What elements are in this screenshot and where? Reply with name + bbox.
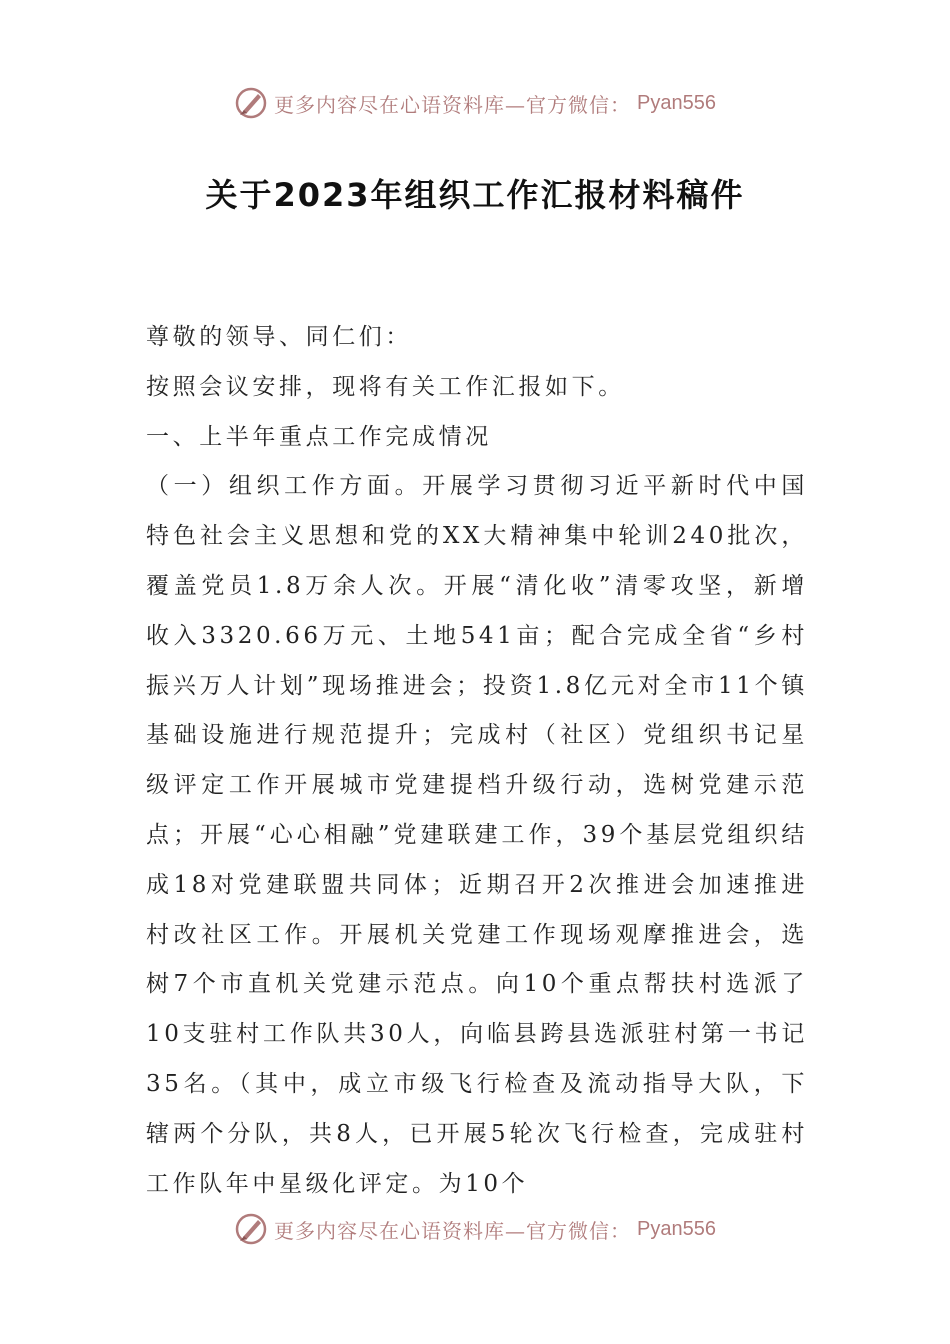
- document-body: [146, 313, 808, 1209]
- watermark-code: Pyan556: [637, 91, 716, 114]
- watermark-text: 更多内容尽在心语资料库—官方微信：: [274, 92, 632, 117]
- watermark-header: [0, 86, 950, 120]
- pen-circle-icon: [234, 86, 268, 120]
- intro-paragraph: 按照会议安排，现将有关工作汇报如下。: [146, 373, 625, 400]
- watermark-text: 更多内容尽在心语资料库—官方微信：: [274, 1218, 632, 1243]
- watermark-footer: [0, 1212, 950, 1246]
- salutation: 尊敬的领导、同仁们：: [146, 324, 412, 350]
- body-paragraph: （一）组织工作方面。开展学习贯彻习近平新时代中国特色社会主义思想和党的XX大精神集中轮训240批次，覆盖党员1.8万余人次。开展“清化收”清零攻坚，新增收入3320.66万元、土地541亩；配合完成全省“乡村振兴万人计划”现场推进会；投资1.8亿元对全市11个镇基础设施进行规范提升；完成村（社区）党组织书记星级评定工作开展城市党建提档升级行动，选树党建示范点；开展“心心相融”党建联建工作，39个基层党组织结成18对党建联盟共同体；近期召开2次推进会加速推进村改社区工作。开展机关党建工作现场观摩推进会，选树7个市直机关党建示范点。向10个重点帮扶村选派了10支驻村工作队共30人，向临县跨县选派驻村第一书记35名。（其中，成立市级飞行检查及流动指导大队，下辖两个分队，共8人，已开展5轮次飞行检查，完成驻村工作队年中星级化评定。为10个: [146, 473, 808, 1197]
- pen-circle-icon: [234, 1212, 268, 1246]
- watermark-code: Pyan556: [637, 1217, 716, 1240]
- document-title: 关于2023年组织工作汇报材料稿件: [205, 176, 745, 214]
- section-heading: 一、上半年重点工作完成情况: [146, 423, 492, 450]
